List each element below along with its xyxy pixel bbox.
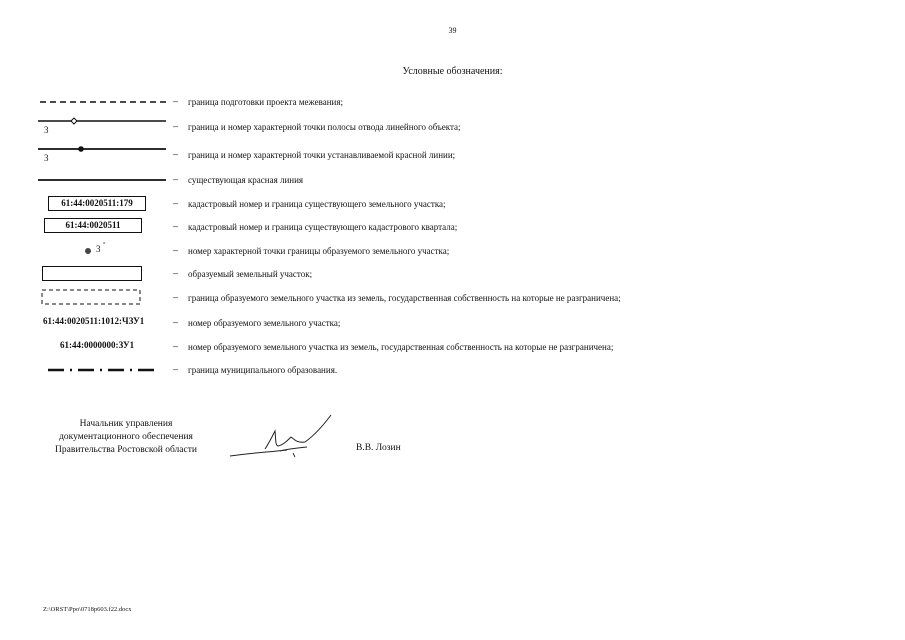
dash-separator: – (173, 174, 178, 186)
dashed-line-symbol (38, 92, 168, 112)
role-line: Правительства Ростовской области (55, 445, 197, 455)
dash-separator: – (173, 221, 178, 233)
parcel-number-code: 61:44:0000000:ЗУ1 (60, 340, 135, 350)
cadastral-parcel-box: 61:44:0020511:179 (48, 196, 146, 211)
dash-separator: – (173, 268, 178, 280)
legend-description: номер образуемого земельного участка; (188, 318, 341, 328)
role-line: Начальник управления (79, 419, 173, 429)
legend-row-project-boundary (38, 92, 878, 112)
legend-description: граница подготовки проекта межевания; (188, 97, 344, 107)
solid-line-symbol (38, 170, 168, 190)
dash-separator: – (173, 149, 178, 161)
legend-description: граница и номер характерной точки полосы отвода линейного объекта; (188, 122, 461, 132)
role-line: документационного обеспечения (59, 432, 193, 442)
legend-row-cadastral-quarter (38, 217, 878, 237)
point-number: 3 (44, 153, 49, 163)
legend-row-formed-parcel-number-state-land (38, 337, 878, 357)
dash-separator: – (173, 341, 178, 353)
legend-row-formed-parcel (38, 264, 878, 284)
formed-parcel-box (42, 266, 142, 281)
point-number: 3 (44, 125, 49, 135)
dash-separator: – (173, 292, 178, 304)
legend-description: кадастровый номер и граница существующего земельного участка; (188, 199, 446, 209)
legend-description: кадастровый номер и граница существующего кадастрового квартала; (188, 222, 458, 232)
legend-title: Условные обозначения: (402, 66, 503, 77)
page-number: 39 (448, 26, 457, 35)
legend-row-formed-parcel-number (38, 313, 878, 333)
dash-separator: – (173, 96, 178, 108)
line-with-filled-point-symbol (38, 145, 168, 165)
legend-row-existing-red-line (38, 170, 878, 190)
legend-row-municipal-boundary (38, 360, 878, 380)
legend-row-linear-object-boundary (38, 117, 878, 137)
legend-row-point-number (38, 241, 878, 261)
dashed-box-symbol (38, 288, 168, 308)
dash-separator: – (173, 364, 178, 376)
handwritten-signature (225, 413, 345, 463)
point-mark-icon: ° (103, 242, 106, 248)
line-with-open-point-symbol (38, 117, 168, 137)
legend-description: номер образуемого земельного участка из земель, государственная собственность на которые не разграничена; (188, 342, 614, 352)
dash-separator: – (173, 245, 178, 257)
legend-row-cadastral-parcel (38, 194, 878, 214)
legend-description: граница муниципального образования. (188, 365, 338, 375)
dash-separator: – (173, 121, 178, 133)
legend-description: граница образуемого земельного участка из земель, государственная собственность на которые не разграничена; (188, 293, 621, 303)
signatory-role (26, 418, 226, 457)
legend-description: граница и номер характерной точки устанавливаемой красной линии; (188, 150, 456, 160)
signatory-name: В.В. Лозин (356, 443, 401, 453)
cadastral-quarter-box: 61:44:0020511 (44, 218, 142, 233)
dash-separator: – (173, 198, 178, 210)
point-number: 3 (96, 244, 101, 254)
legend-description: образуемый земельный участок; (188, 269, 313, 279)
dash-dot-line-symbol (38, 360, 168, 380)
parcel-number-code: 61:44:0020511:1012:ЧЗУ1 (43, 316, 145, 326)
dash-separator: – (173, 317, 178, 329)
legend-row-formed-parcel-state-land (38, 288, 878, 308)
file-path-footer: Z:\ORST\Ppo\0718p603.f22.docx (43, 606, 132, 613)
legend-description: номер характерной точки границы образуемого земельного участка; (188, 246, 450, 256)
legend-row-red-line-point (38, 145, 878, 165)
legend-description: существующая красная линия (188, 175, 304, 185)
